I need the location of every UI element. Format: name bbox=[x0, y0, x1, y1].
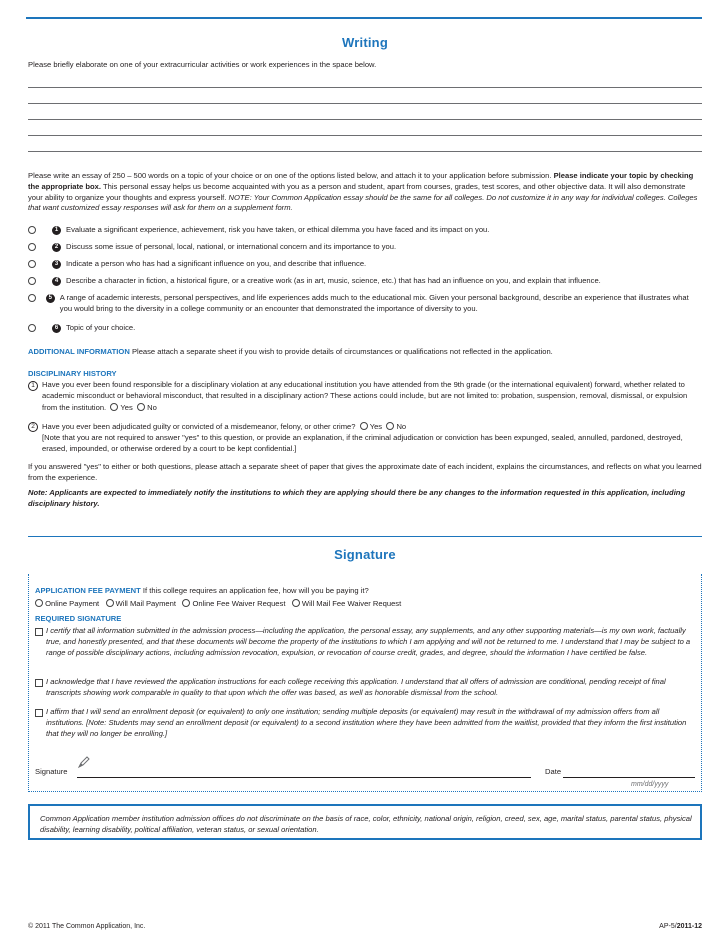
date-field[interactable] bbox=[563, 768, 695, 778]
fee-option-radio[interactable] bbox=[35, 599, 43, 607]
q1-yes-radio[interactable] bbox=[110, 403, 118, 411]
option-number-badge: 2 bbox=[52, 243, 61, 252]
affirm-statement bbox=[35, 707, 695, 739]
date-label: Date bbox=[545, 767, 562, 776]
page-code-year: 2011-12 bbox=[676, 923, 702, 930]
certify-statement bbox=[35, 626, 695, 658]
q1-no-radio[interactable] bbox=[137, 403, 145, 411]
signature-box bbox=[28, 574, 702, 792]
option-number-badge: 6 bbox=[52, 324, 61, 333]
disciplinary-question-1 bbox=[28, 380, 702, 413]
acknowledge-statement bbox=[35, 677, 695, 699]
option-text: Evaluate a significant experience, achievement, risk you have taken, or ethical dilemma you have faced and its impact on you. bbox=[66, 225, 490, 234]
fee-option-label: Online Fee Waiver Request bbox=[192, 599, 286, 608]
fee-option-radio[interactable] bbox=[292, 599, 300, 607]
essay-intro-note: NOTE: Your Common Application essay should be the same for all colleges. Do not customize it in any way for individual colleges. Colleges that want customized essay responses will ask for them on a supplement form. bbox=[28, 192, 698, 213]
option-text: Describe a character in fiction, a historical figure, or a creative work (as in art, music, science, etc.) that has had an influence on you, and explain that influence. bbox=[66, 276, 601, 285]
copyright: © 2011 The Common Application, Inc. bbox=[28, 923, 146, 930]
page-code bbox=[659, 922, 702, 932]
q1-text: Have you ever been found responsible for a disciplinary violation at any educational institution you have attended from the 9th grade (or the international equivalent) forward, whether related to academic misconduct or behavioral misconduct, that resulted in a disciplinary action? These actions could include, but are not limited to: probation, suspension, removal, dismissal, or expulsion from the institution. bbox=[42, 380, 688, 412]
essay-option[interactable] bbox=[28, 225, 702, 242]
option-radio[interactable] bbox=[28, 226, 36, 234]
additional-information bbox=[28, 347, 702, 358]
response-line[interactable] bbox=[28, 72, 702, 88]
nondiscrimination-text: Common Application member institution admission offices do not discriminate on the basis of race, color, ethnicity, national origin, religion, creed, sex, age, marital status, parental status, physical disability, learning disability, political affiliation, veteran status, or sexual orientation. bbox=[40, 814, 692, 834]
question-text bbox=[42, 421, 702, 454]
fee-options bbox=[35, 598, 695, 610]
option-radio[interactable] bbox=[28, 294, 36, 302]
option-number-badge: 4 bbox=[52, 277, 61, 286]
option-text: Topic of your choice. bbox=[66, 323, 136, 332]
affirm-text: I affirm that I will send an enrollment deposit (or equivalent) to only one institution; sending multiple deposits (or equivalent) may result in the withdrawal of my admission offers from all institutions. [Note: Students may send an enrollment deposit (or equivalent) to a second institution where they have been admitted from the waitlist, provided that they inform the first institution that they will no longer be enrolling.] bbox=[46, 707, 687, 738]
disciplinary-note: Note: Applicants are expected to immediately notify the institutions to which they are applying should there be any changes to the information requested in this application, including disciplinary history. bbox=[28, 488, 686, 508]
fee-payment-label: APPLICATION FEE PAYMENT bbox=[35, 586, 141, 595]
top-rule bbox=[26, 17, 702, 19]
certify-checkbox[interactable] bbox=[35, 628, 43, 636]
pen-icon bbox=[77, 755, 91, 769]
option-radio[interactable] bbox=[28, 260, 36, 268]
option-number-badge: 1 bbox=[52, 226, 61, 235]
option-radio[interactable] bbox=[28, 324, 36, 332]
extracurricular-response-area[interactable] bbox=[28, 72, 702, 152]
q2-yes-label: Yes bbox=[369, 422, 383, 431]
option-text: Indicate a person who has had a significant influence on you, and describe that influence. bbox=[66, 259, 367, 268]
additional-info-text: Please attach a separate sheet if you wish to provide details of circumstances or qualifications not reflected in the application. bbox=[131, 347, 553, 356]
response-line[interactable] bbox=[28, 136, 702, 152]
disciplinary-followup: If you answered "yes" to either or both questions, please attach a separate sheet of paper that gives the approximate date of each incident, explains the circumstances, and reflects on what you learned from the experience. bbox=[28, 462, 702, 482]
essay-instructions bbox=[28, 171, 702, 214]
essay-option[interactable] bbox=[28, 276, 702, 293]
option-number-badge: 3 bbox=[52, 260, 61, 269]
essay-topic-options bbox=[28, 225, 702, 340]
response-line[interactable] bbox=[28, 104, 702, 120]
question-number: 1 bbox=[28, 381, 38, 391]
response-line[interactable] bbox=[28, 120, 702, 136]
fee-option-radio[interactable] bbox=[106, 599, 114, 607]
nondiscrimination-box bbox=[28, 804, 702, 840]
signature-title: Signature bbox=[334, 547, 396, 562]
option-text: Discuss some issue of personal, local, national, or international concern and its importance to you. bbox=[66, 242, 397, 251]
additional-info-label: ADDITIONAL INFORMATION bbox=[28, 347, 130, 356]
essay-intro: Please write an essay of 250 – 500 words on a topic of your choice or on one of the options listed below, and attach it to your application before submission. bbox=[28, 171, 552, 180]
writing-title: Writing bbox=[342, 35, 388, 50]
option-radio[interactable] bbox=[28, 243, 36, 251]
essay-option[interactable] bbox=[28, 259, 702, 276]
question-text bbox=[42, 380, 702, 413]
essay-intro-cont: This personal essay helps us become acquainted with you as a person and student, apart from courses, grades, test scores, and other objective data. It will also demonstrate your ability to organize your thoughts and express yourself. bbox=[28, 181, 686, 202]
disciplinary-history-label: DISCIPLINARY HISTORY bbox=[28, 369, 117, 378]
signature-field[interactable] bbox=[77, 768, 531, 778]
option-radio[interactable] bbox=[28, 277, 36, 285]
extracurricular-prompt: Please briefly elaborate on one of your extracurricular activities or work experiences in the space below. bbox=[28, 60, 377, 69]
q2-no-label: No bbox=[396, 422, 407, 431]
question-number: 2 bbox=[28, 422, 38, 432]
fee-option-label: Will Mail Fee Waiver Request bbox=[301, 599, 402, 608]
signature-label: Signature bbox=[35, 767, 68, 776]
q2-yes-radio[interactable] bbox=[360, 422, 368, 430]
fee-payment bbox=[35, 586, 695, 597]
signature-divider bbox=[28, 536, 702, 537]
footer bbox=[28, 922, 702, 932]
essay-option[interactable] bbox=[28, 242, 702, 259]
essay-option[interactable] bbox=[28, 293, 702, 323]
essay-option[interactable] bbox=[28, 323, 702, 340]
fee-payment-question: If this college requires an application fee, how will you be paying it? bbox=[142, 586, 369, 595]
q1-yes-label: Yes bbox=[120, 402, 133, 412]
essay-intro-bold: Please indicate your topic by checking the appropriate box. bbox=[28, 171, 694, 191]
acknowledge-checkbox[interactable] bbox=[35, 679, 43, 687]
affirm-checkbox[interactable] bbox=[35, 709, 43, 717]
fee-option-label: Will Mail Payment bbox=[115, 599, 176, 608]
certify-text: I certify that all information submitted in the admission process—including the application, the personal essay, any supplements, and any other supporting materials—is my own work, factually true, and honestly presented, and that these documents will become the property of the institutions to which I am applying and will not be returned to me. I understand that I may be subject to a range of possible disciplinary actions, including admission revocation, expulsion, or revocation of course credit, grades, and degree, should the information I have certified be false. bbox=[46, 626, 691, 657]
option-text: A range of academic interests, personal perspectives, and life experiences adds much to the educational mix. Given your personal background, describe an experience that illustrates what you would bring to the diversity in a college community or an encounter that demonstrated the importance of diversity to you. bbox=[59, 293, 689, 313]
acknowledge-text: I acknowledge that I have reviewed the application instructions for each college receiving this application. I understand that all offers of admission are conditional, pending receipt of final transcripts showing work comparable in quality to that upon which the offer was based, as well as honorable dismissal from the school. bbox=[46, 677, 666, 697]
fee-option-label: Online Payment bbox=[45, 599, 100, 608]
q1-no-label: No bbox=[147, 402, 157, 412]
response-line[interactable] bbox=[28, 88, 702, 104]
q2-no-radio[interactable] bbox=[386, 422, 394, 430]
date-format-hint: mm/dd/yyyy bbox=[631, 781, 669, 788]
option-number-badge: 5 bbox=[46, 294, 55, 303]
required-signature-label: REQUIRED SIGNATURE bbox=[35, 614, 122, 623]
q2-note: [Note that you are not required to answer "yes" to this question, or provide an explanation, if the criminal adjudication or conviction has been expunged, sealed, annulled, pardoned, destroyed, erased, impounded, or otherwise ordered by a court to be kept confidential.] bbox=[42, 432, 683, 453]
signature-line-row bbox=[35, 761, 695, 788]
fee-option-radio[interactable] bbox=[182, 599, 190, 607]
page-code-prefix: AP-5/ bbox=[659, 923, 677, 930]
disciplinary-question-2 bbox=[28, 421, 702, 454]
q2-text: Have you ever been adjudicated guilty or convicted of a misdemeanor, felony, or other crime? bbox=[42, 422, 356, 431]
